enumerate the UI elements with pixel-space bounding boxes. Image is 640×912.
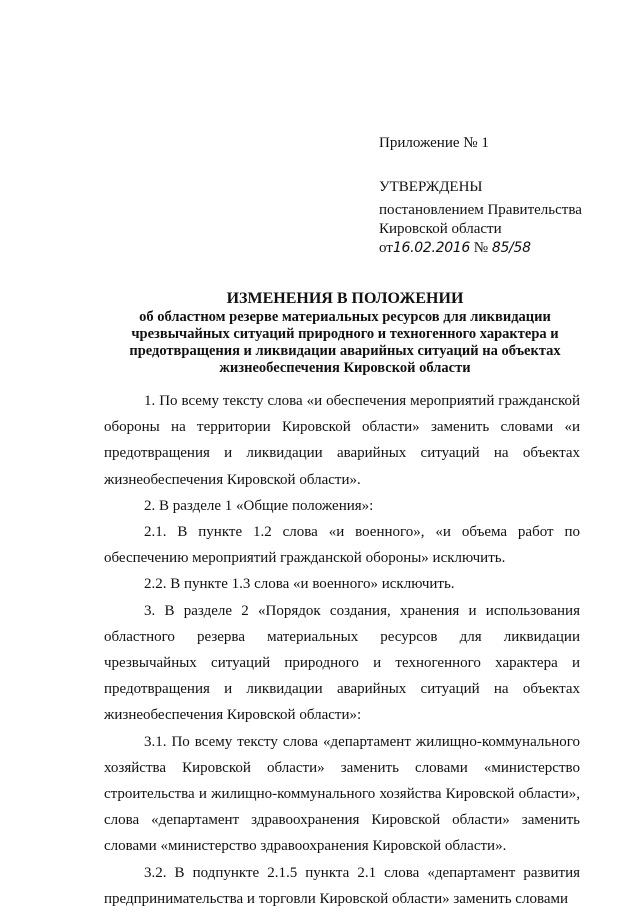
- paragraph-1: 1. По всему тексту слова «и обеспечения мероприятий гражданской обороны на территории Кировской области» заменить словами «и предотвращения и ликвидации аварийных ситуаций на объектах жизнеобеспечения Кировской области».: [104, 393, 580, 488]
- title-subtitle-line: чрезвычайных ситуаций природного и техногенного характера и: [131, 326, 559, 342]
- paragraph-2-2: 2.2. В пункте 1.3 слова «и военного» исключить.: [144, 576, 455, 593]
- document-title: [95, 289, 595, 377]
- title-main: ИЗМЕНЕНИЯ В ПОЛОЖЕНИИ: [226, 290, 464, 307]
- paragraph-3: 3. В разделе 2 «Порядок создания, хранения и использования областного резерва материальных ресурсов для ликвидации чрезвычайных ситуаций природного и техногенного характера и предотвращения и ликвидации аварийных ситуаций на объектах жизнеобеспечения Кировской области»:: [104, 602, 580, 724]
- number-prefix: №: [473, 240, 489, 256]
- document-body: [104, 388, 580, 912]
- approval-date-line: [379, 239, 531, 257]
- paragraph-3-1: 3.1. По всему тексту слова «департамент жилищно-коммунального хозяйства Кировской области» заменить словами «министерство строительства и жилищно-коммунального хозяйства Кировской области», слова «департамент здравоохранения Кировской области» заменить словами «министерство здравоохранения Кировской области».: [104, 733, 580, 855]
- approved-by-line2: Кировской области: [379, 221, 502, 237]
- paragraph-3-2: 3.2. В подпункте 2.1.5 пункта 2.1 слова «департамент развития предпринимательства и торговли Кировской области» заменить словами: [104, 864, 580, 907]
- handwritten-number: 85/58: [491, 240, 531, 256]
- title-subtitle-line: жизнеобеспечения Кировской области: [219, 360, 471, 376]
- title-subtitle-line: об областном резерве материальных ресурсов для ликвидации: [139, 309, 551, 325]
- approved-label: УТВЕРЖДЕНЫ: [379, 179, 483, 195]
- handwritten-date: 16.02.2016: [392, 240, 471, 256]
- paragraph-2-1: 2.1. В пункте 1.2 слова «и военного», «и объема работ по обеспечению мероприятий гражданской обороны» исключить.: [104, 524, 580, 567]
- appendix-label: Приложение № 1: [379, 135, 489, 151]
- title-subtitle-line: предотвращения и ликвидации аварийных ситуаций на объектах: [129, 343, 561, 359]
- approved-by-line1: постановлением Правительства: [379, 202, 582, 218]
- paragraph-2: 2. В разделе 1 «Общие положения»:: [144, 497, 374, 514]
- date-prefix: от: [379, 240, 393, 256]
